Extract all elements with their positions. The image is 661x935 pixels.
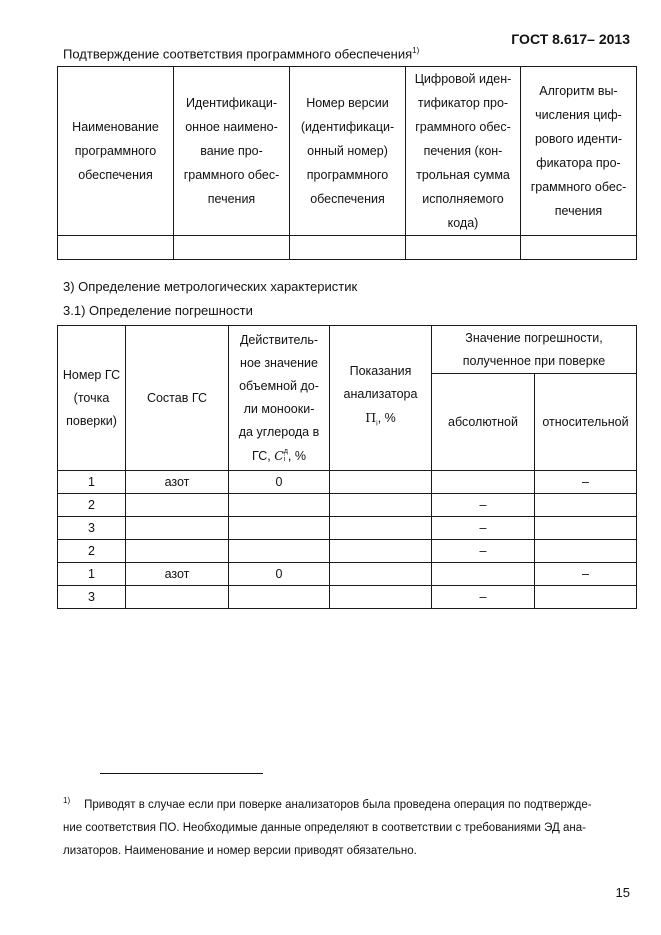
- header-text-line: Значение погрешности,: [465, 330, 603, 345]
- header-text-line: (точка: [73, 390, 110, 405]
- header-text-line: Наименование: [72, 120, 159, 134]
- header-absolute: абсолютной: [432, 374, 535, 471]
- header-text-line: исполняемого: [422, 192, 504, 206]
- header-version-number: [290, 67, 406, 236]
- software-table-row: [58, 236, 637, 260]
- header-text-line: ли монооки-: [243, 401, 315, 416]
- absolute-cell: –: [432, 540, 535, 563]
- header-text-line: программного: [306, 168, 389, 182]
- reading-cell: [330, 540, 432, 563]
- gs-number-cell: 2: [58, 540, 126, 563]
- header-text-line: да углерода в: [238, 424, 320, 439]
- metrology-heading: 3) Определение метрологических характеристик: [63, 279, 358, 294]
- software-cell: [290, 236, 406, 260]
- reading-cell: [330, 586, 432, 609]
- header-text-line: онное наимено-: [185, 120, 278, 134]
- composition-cell: [126, 540, 229, 563]
- header-text-line: Номер версии: [306, 96, 389, 110]
- error-subheading: 3.1) Определение погрешности: [63, 303, 253, 318]
- header-text-line: Цифровой иден-: [414, 72, 512, 86]
- error-table-row: [58, 517, 637, 540]
- absolute-cell: [432, 471, 535, 494]
- footnote: [63, 789, 633, 863]
- actual-value-cell: [229, 494, 330, 517]
- composition-cell: азот: [126, 471, 229, 494]
- relative-cell: [535, 517, 637, 540]
- error-table-row: [58, 494, 637, 517]
- actual-value-cell: [229, 540, 330, 563]
- reading-symbol-line: $П_i$, %: [365, 410, 396, 428]
- page-number: 15: [615, 885, 630, 900]
- header-text-line: фикатора про-: [536, 156, 621, 170]
- relative-cell: [535, 586, 637, 609]
- header-checksum-algorithm: [521, 67, 637, 236]
- footnote-reference: 1): [412, 46, 420, 55]
- header-text-line: Идентификаци-: [185, 96, 278, 110]
- header-text-line: трольная сумма: [416, 168, 510, 182]
- software-cell: [406, 236, 521, 260]
- header-text-line: анализатора: [343, 387, 418, 402]
- header-text-line: Алгоритм вы-: [539, 84, 618, 98]
- actual-value-cell: [229, 586, 330, 609]
- footnote-mark: 1): [63, 796, 71, 805]
- reading-cell: [330, 517, 432, 540]
- footnote-line: ние соответствия ПО. Необходимые данные определяют в соответствии с требованиями ЭД ана-: [63, 821, 586, 834]
- actual-value-symbol-line: ГС, C д i , %: [252, 447, 306, 464]
- header-software-name: [58, 67, 174, 236]
- header-text-line: Действитель-: [239, 332, 319, 347]
- header-text-line: граммного обес-: [530, 180, 627, 194]
- c-symbol: C: [274, 447, 284, 463]
- error-table-row: [58, 586, 637, 609]
- error-table: [57, 325, 637, 609]
- header-text-line: Номер ГС: [62, 367, 121, 382]
- header-text-line: кода): [447, 216, 479, 230]
- header-text-line: полученное при поверке: [462, 353, 606, 368]
- software-table: [57, 66, 637, 260]
- footnote-divider: [100, 773, 263, 774]
- header-digital-identifier: [406, 67, 521, 236]
- composition-cell: азот: [126, 563, 229, 586]
- header-text-line: граммного обес-: [415, 120, 511, 134]
- header-text-line: числения циф-: [535, 108, 622, 122]
- header-text-line: обеспечения: [78, 168, 153, 182]
- header-text-line: Показания: [349, 364, 412, 379]
- header-relative: относительной: [535, 374, 637, 471]
- gs-number-cell: 3: [58, 586, 126, 609]
- absolute-cell: –: [432, 517, 535, 540]
- absolute-cell: [432, 563, 535, 586]
- footnote-line: Приводят в случае если при поверке анализаторов была проведена операция по подтвержде-: [84, 798, 592, 811]
- header-text-line: (идентификаци-: [300, 120, 395, 134]
- header-text-line: печения (кон-: [423, 144, 503, 158]
- reading-cell: [330, 471, 432, 494]
- error-table-header-row: [58, 326, 637, 374]
- relative-cell: [535, 494, 637, 517]
- gs-number-cell: 1: [58, 471, 126, 494]
- absolute-cell: –: [432, 586, 535, 609]
- software-cell: [521, 236, 637, 260]
- error-table-row: [58, 540, 637, 563]
- software-section-title: [63, 46, 419, 61]
- reading-cell: [330, 494, 432, 517]
- header-text-line: онный номер): [307, 144, 388, 158]
- header-identification-name: [174, 67, 290, 236]
- software-table-header-row: [58, 67, 637, 236]
- software-cell: [174, 236, 290, 260]
- composition-cell: [126, 586, 229, 609]
- header-error-group: [432, 326, 637, 374]
- header-actual-value: [229, 326, 330, 471]
- actual-value-cell: [229, 517, 330, 540]
- header-text-line: печения: [207, 192, 256, 206]
- header-text-line: тификатор про-: [417, 96, 509, 110]
- reading-cell: [330, 563, 432, 586]
- error-table-row: [58, 471, 637, 494]
- header-text-line: обеспечения: [310, 192, 385, 206]
- header-text-line: вание про-: [200, 144, 263, 158]
- software-cell: [58, 236, 174, 260]
- header-gs-number: [58, 326, 126, 471]
- actual-value-cell: 0: [229, 563, 330, 586]
- gs-number-cell: 2: [58, 494, 126, 517]
- absolute-cell: –: [432, 494, 535, 517]
- relative-cell: –: [535, 563, 637, 586]
- composition-cell: [126, 494, 229, 517]
- header-text-line: рового иденти-: [534, 132, 623, 146]
- relative-cell: [535, 540, 637, 563]
- header-text-line: граммного обес-: [183, 168, 280, 182]
- header-text-line: печения: [554, 204, 603, 218]
- actual-value-cell: 0: [229, 471, 330, 494]
- software-section-title-text: Подтверждение соответствия программного обеспечения: [63, 46, 413, 62]
- composition-cell: [126, 517, 229, 540]
- standard-number: ГОСТ 8.617– 2013: [511, 31, 630, 47]
- header-text-line: поверки): [66, 413, 117, 428]
- header-text-line: программного: [74, 144, 157, 158]
- gs-number-cell: 3: [58, 517, 126, 540]
- relative-cell: –: [535, 471, 637, 494]
- header-text-line: объемной до-: [239, 378, 319, 393]
- header-text-line: ное значение: [240, 355, 318, 370]
- error-table-row: [58, 563, 637, 586]
- footnote-line: лизаторов. Наименование и номер версии приводят обязательно.: [63, 844, 417, 857]
- header-analyzer-reading: [330, 326, 432, 471]
- header-gs-composition: Состав ГС: [126, 326, 229, 471]
- gs-number-cell: 1: [58, 563, 126, 586]
- p-symbol: П: [365, 410, 377, 426]
